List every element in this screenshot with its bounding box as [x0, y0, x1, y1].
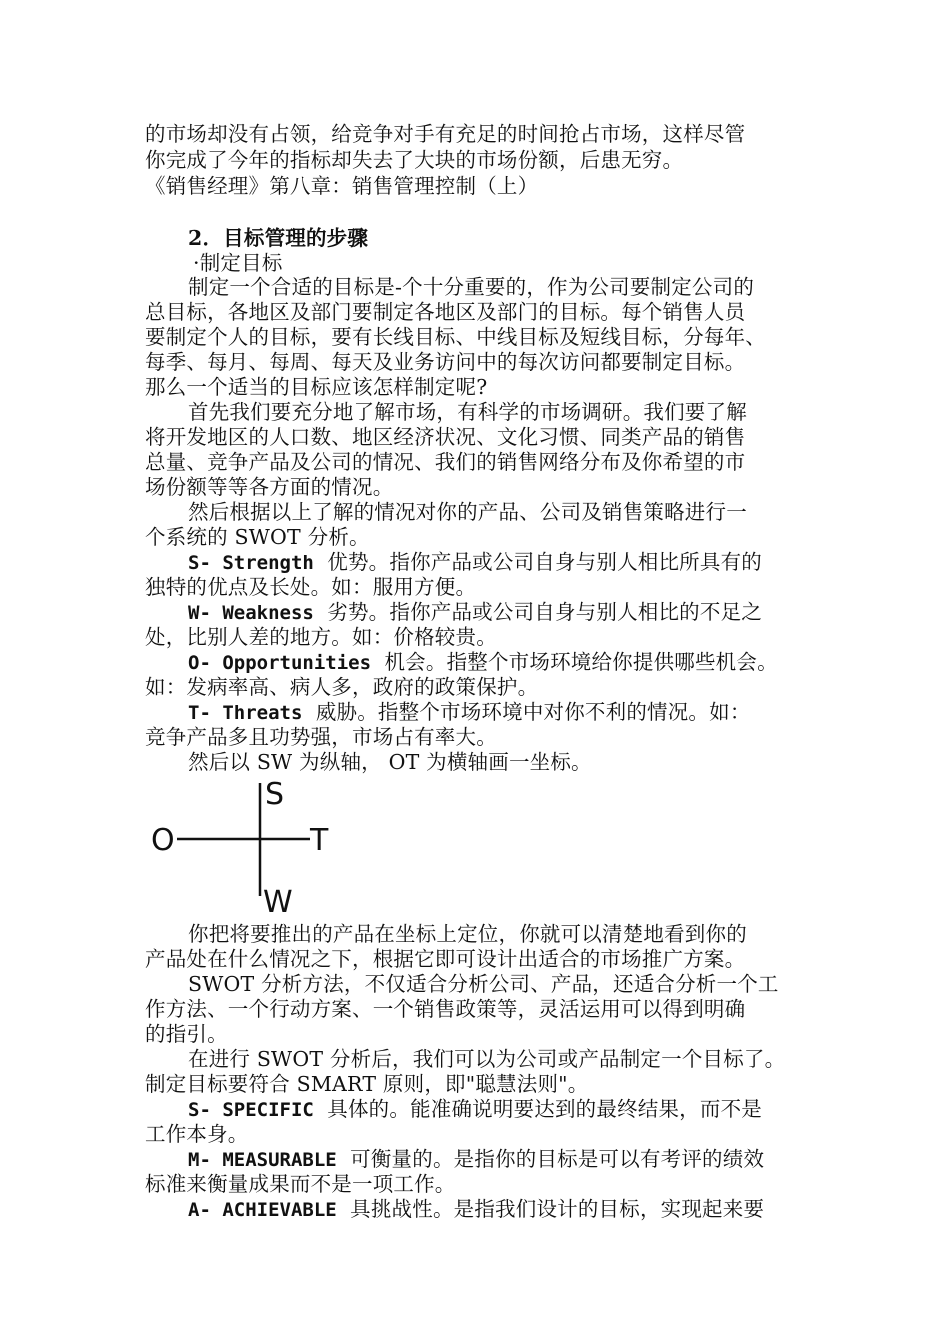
- paragraph-line: 你把将要推出的产品在坐标上定位，你就可以清楚地看到你的: [188, 922, 747, 946]
- paragraph-line: 工作本身。: [145, 1122, 249, 1146]
- smart-term: S- SPECIFIC: [188, 1099, 314, 1121]
- swot-strength: [188, 550, 762, 576]
- swot-threats: [188, 700, 751, 726]
- paragraph-line: 竞争产品多且功势强，市场占有率大。: [145, 725, 497, 749]
- paragraph-line: 标准来衡量成果而不是一项工作。: [145, 1172, 456, 1196]
- paragraph-line: 那么一个适当的目标应该怎样制定呢?: [145, 375, 488, 399]
- swot-term: O- Opportunities: [188, 652, 372, 674]
- swot-opportunities: [188, 650, 778, 676]
- smart-desc: 具体的。能准确说明要达到的最终结果，而不是: [327, 1097, 762, 1121]
- swot-desc: 机会。指整个市场环境给你提供哪些机会。: [384, 650, 778, 674]
- swot-term: W- Weakness: [188, 602, 314, 624]
- paragraph-line: 在进行 SWOT 分析后，我们可以为公司或产品制定一个目标了。: [188, 1047, 786, 1071]
- smart-specific: [188, 1097, 762, 1123]
- section-heading: 2．目标管理的步骤: [188, 226, 369, 250]
- paragraph-line: 制定目标要符合 SMART 原则，即"聪慧法则"。: [145, 1072, 589, 1096]
- paragraph-line: 要制定个人的目标，要有长线目标、中线目标及短线目标，分每年、: [145, 325, 766, 349]
- swot-term: S- Strength: [188, 552, 314, 574]
- bullet-item: ·制定目标: [193, 251, 283, 275]
- paragraph-line: 然后根据以上了解的情况对你的产品、公司及销售策略进行一: [188, 500, 747, 524]
- axis-label-w: W: [263, 885, 293, 918]
- paragraph-line: 的指引。: [145, 1022, 228, 1046]
- paragraph-line: 作方法、一个行动方案、一个销售政策等，灵活运用可以得到明确: [145, 997, 746, 1021]
- axis-label-o: O: [151, 823, 175, 858]
- smart-term: A- ACHIEVABLE: [188, 1199, 337, 1221]
- paragraph-line: 首先我们要充分地了解市场，有科学的市场调研。我们要了解: [188, 400, 747, 424]
- axis-label-t: T: [310, 823, 329, 858]
- paragraph-line: 处，比别人差的地方。如：价格较贵。: [145, 625, 497, 649]
- swot-term: T- Threats: [188, 702, 303, 724]
- text-line: 你完成了今年的指标却失去了大块的市场份额，后患无穷。: [145, 148, 684, 172]
- swot-axis-diagram: [145, 778, 345, 918]
- text-line: 的市场却没有占领，给竞争对手有充足的时间抢占市场，这样尽管: [145, 122, 746, 146]
- smart-achievable: [188, 1197, 764, 1223]
- smart-measurable: [188, 1147, 764, 1173]
- swot-weakness: [188, 600, 762, 626]
- paragraph-line: 每季、每月、每周、每天及业务访问中的每次访问都要制定目标。: [145, 350, 746, 374]
- paragraph-line: 个系统的 SWOT 分析。: [145, 525, 370, 549]
- smart-desc: 具挑战性。是指我们设计的目标，实现起来要: [350, 1197, 765, 1221]
- paragraph-line: 独特的优点及长处。如：服用方便。: [145, 575, 477, 599]
- smart-desc: 可衡量的。是指你的目标是可以有考评的绩效: [350, 1147, 765, 1171]
- smart-term: M- MEASURABLE: [188, 1149, 337, 1171]
- swot-desc: 优势。指你产品或公司自身与别人相比所具有的: [327, 550, 762, 574]
- paragraph-line: 将开发地区的人口数、地区经济状况、文化习惯、同类产品的销售: [145, 425, 746, 449]
- paragraph-line: 如：发病率高、病人多，政府的政策保护。: [145, 675, 539, 699]
- paragraph-line: SWOT 分析方法，不仅适合分析公司、产品，还适合分析一个工: [188, 972, 779, 996]
- paragraph-line: 场份额等等各方面的情况。: [145, 475, 394, 499]
- axis-label-s: S: [265, 778, 285, 812]
- swot-desc: 威胁。指整个市场环境中对你不利的情况。如：: [315, 700, 751, 724]
- swot-desc: 劣势。指你产品或公司自身与别人相比的不足之: [327, 600, 762, 624]
- paragraph-line: 制定一个合适的目标是-个十分重要的，作为公司要制定公司的: [188, 275, 755, 299]
- chapter-reference: 《销售经理》第八章：销售管理控制（上）: [145, 174, 539, 198]
- paragraph-line: 产品处在什么情况之下，根据它即可设计出适合的市场推广方案。: [145, 947, 746, 971]
- paragraph-line: 然后以 SW 为纵轴， OT 为横轴画一坐标。: [188, 750, 592, 774]
- paragraph-line: 总目标，各地区及部门要制定各地区及部门的目标。每个销售人员: [145, 300, 746, 324]
- paragraph-line: 总量、竞争产品及公司的情况、我们的销售网络分布及你希望的市: [145, 450, 746, 474]
